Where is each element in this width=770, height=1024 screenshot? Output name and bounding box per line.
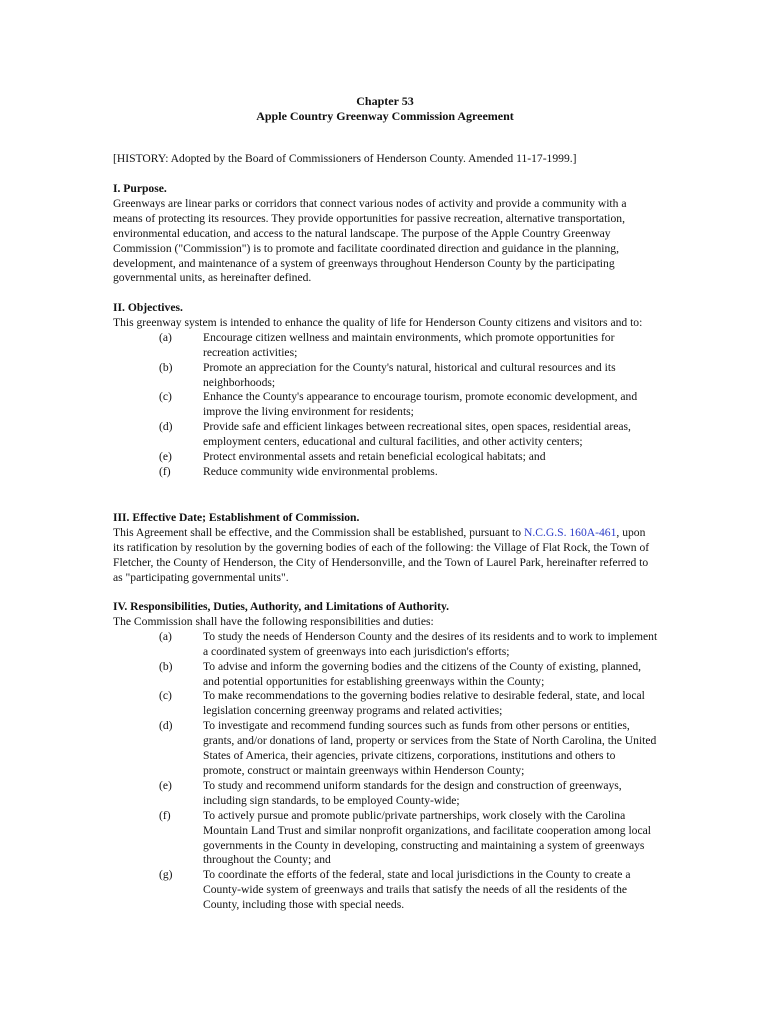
item-text: To coordinate the efforts of the federal, state and local jurisdictions in the County to create a County-wide system of greenways and trails that satisfy the needs of all the residents of the County, including those with special needs.: [203, 868, 631, 912]
section-responsibilities: [113, 600, 658, 913]
list-item: [113, 660, 658, 690]
list-item: [113, 809, 658, 869]
item-text: Protect environmental assets and retain beneficial ecological habitats; and: [203, 450, 546, 464]
section-text: [113, 526, 658, 586]
list-item: [113, 361, 658, 391]
item-label: (e): [159, 778, 172, 792]
list-item: [113, 868, 658, 913]
section-heading: III. Effective Date; Establishment of Commission.: [113, 511, 360, 524]
item-text: To study the needs of Henderson County and the desires of its residents and to work to implement a coordinated system of greenways into each jurisdiction's efforts;: [203, 629, 658, 658]
text-before-link: This Agreement shall be effective, and the Commission shall be established, pursuant to: [113, 525, 524, 539]
item-text: Reduce community wide environmental problems.: [203, 464, 438, 478]
item-text: To study and recommend uniform standards for the design and construction of greenways, including sign standards, to be employed County-wide;: [203, 778, 622, 807]
item-label: (e): [159, 450, 172, 464]
chapter-number: Chapter 53: [356, 94, 414, 108]
list-item: [113, 689, 658, 719]
item-label: (f): [159, 464, 171, 478]
item-label: (d): [159, 719, 173, 733]
item-label: (d): [159, 420, 173, 434]
list-item: [113, 465, 658, 480]
item-text: To make recommendations to the governing bodies relative to desirable federal, state, and local legislation concerning greenway programs and related activities;: [203, 689, 645, 718]
list-item: [113, 450, 658, 465]
responsibilities-list: [113, 630, 658, 913]
item-label: (b): [159, 659, 173, 673]
section-purpose: [113, 182, 658, 286]
item-label: (c): [159, 689, 172, 703]
item-label: (a): [159, 330, 172, 344]
list-item: [113, 331, 658, 361]
list-item: [113, 390, 658, 420]
history-note: [HISTORY: Adopted by the Board of Commissioners of Henderson County. Amended 11-17-1999.]: [113, 152, 577, 165]
section-heading: IV. Responsibilities, Duties, Authority, and Limitations of Authority.: [113, 600, 450, 613]
section-heading: I. Purpose.: [113, 182, 167, 195]
item-text: Encourage citizen wellness and maintain environments, which promote opportunities for recreation activities;: [203, 330, 615, 359]
section-intro: This greenway system is intended to enhance the quality of life for Henderson County citizens and visitors and to:: [113, 315, 643, 329]
item-text: Provide safe and efficient linkages between recreational sites, open spaces, residential areas, employment centers, educational and cultural facilities, and other activity centers;: [203, 420, 631, 449]
document-title: Apple Country Greenway Commission Agreement: [256, 109, 514, 123]
list-item: [113, 779, 658, 809]
text-after-link: , upon its ratification by resolution by the governing bodies of each of the following: the Village of Flat Rock, the Town of Fletcher, the County of Henderson, the City of Hendersonville, and the Town of Laurel Park, hereinafter referred to as "participating governmental units".: [113, 525, 650, 584]
list-item: [113, 420, 658, 450]
statute-link[interactable]: N.C.G.S. 160A-461: [523, 525, 617, 539]
section-objectives: [113, 301, 658, 480]
objectives-list: [113, 331, 658, 480]
section-effective-date: [113, 511, 658, 586]
item-label: (f): [159, 808, 171, 822]
section-heading: II. Objectives.: [113, 301, 183, 314]
section-intro: The Commission shall have the following responsibilities and duties:: [113, 614, 434, 628]
item-text: To investigate and recommend funding sources such as funds from other persons or entities, grants, and/or donations of land, property or services from the State of North Carolina, the United States of America, their agencies, private citizens, corporations, institutions and others to promote, construct or maintain greenways within Henderson County;: [203, 719, 657, 777]
list-item: [113, 719, 658, 779]
list-item: [113, 630, 658, 660]
item-label: (b): [159, 360, 173, 374]
item-text: To advise and inform the governing bodies and the citizens of the County of existing, planned, and potential opportunities for establishing greenways within the County;: [203, 659, 642, 688]
item-text: Enhance the County's appearance to encourage tourism, promote economic development, and improve the living environment for residents;: [203, 390, 638, 419]
item-label: (c): [159, 390, 172, 404]
section-text: Greenways are linear parks or corridors that connect various nodes of activity and provide a community with a means of protecting its resources. They provide opportunities for passive recreation, alternative transportation, environmental education, and access to the natural landscape. The purpose of the Apple Country Greenway Commission ("Commission") is to promote and facilitate coordinated direction and guidance in the planning, development, and maintenance of a system of greenways throughout Henderson County by the participating governmental units, as hereinafter defined.: [113, 196, 627, 285]
item-text: Promote an appreciation for the County's natural, historical and cultural resources and its neighborhoods;: [203, 360, 616, 389]
item-text: To actively pursue and promote public/private partnerships, work closely with the Carolina Mountain Land Trust and similar nonprofit organizations, and facilitate cooperation among local governments in the County in developing, constructing and maintaining a system of greenways throughout the County; and: [203, 808, 651, 867]
item-label: (g): [159, 868, 173, 882]
item-label: (a): [159, 629, 172, 643]
